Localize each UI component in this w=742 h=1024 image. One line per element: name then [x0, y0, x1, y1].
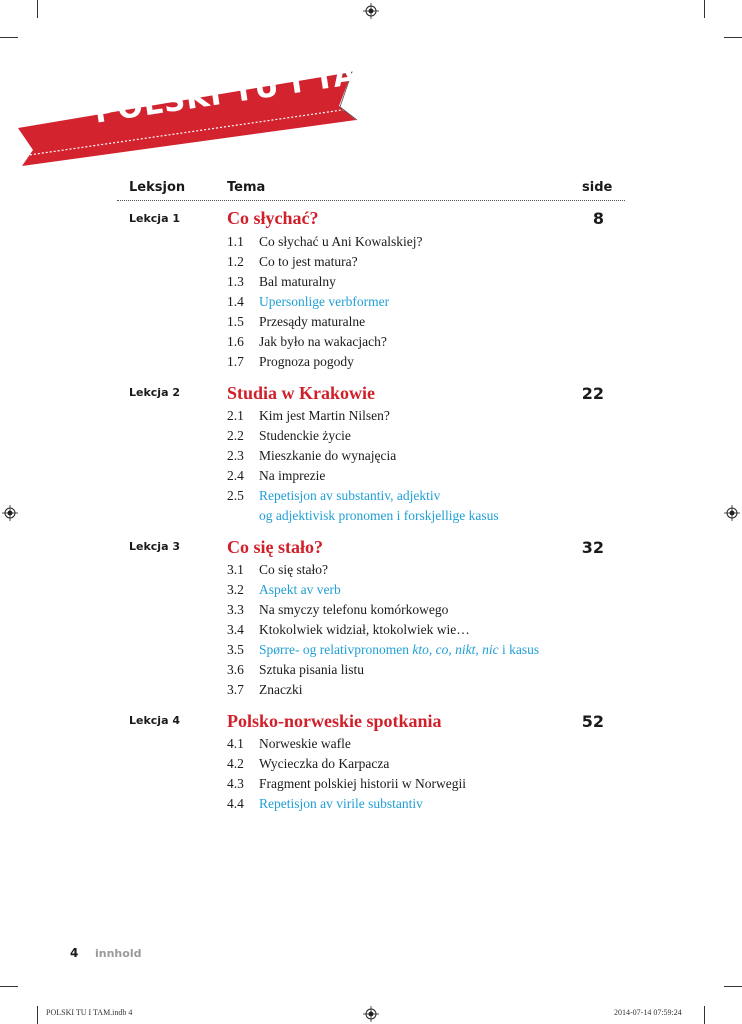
- registration-mark-icon: [2, 505, 18, 521]
- lesson-page-number: 8: [592, 209, 604, 228]
- crop-mark: [704, 1006, 705, 1024]
- item-text: Znaczki: [259, 682, 303, 697]
- registration-mark-icon: [724, 505, 740, 521]
- list-item: [227, 274, 336, 290]
- item-number: 1.2: [227, 254, 244, 269]
- crop-mark: [0, 986, 18, 987]
- item-number: 2.2: [227, 428, 244, 443]
- lesson-label: Lekcja 1: [129, 212, 180, 225]
- list-item: [227, 314, 365, 330]
- item-text-end: i kasus: [498, 642, 540, 657]
- item-text: Co słychać u Ani Kowalskiej?: [259, 234, 423, 249]
- item-number: 2.5: [227, 488, 244, 503]
- item-number: 3.2: [227, 582, 244, 597]
- list-item: [227, 294, 389, 310]
- item-number: 3.6: [227, 662, 244, 677]
- list-item: [227, 234, 422, 250]
- crop-mark: [724, 37, 742, 38]
- item-text: Bal maturalny: [259, 274, 336, 289]
- crop-mark: [704, 0, 705, 18]
- lesson-label: Lekcja 3: [129, 540, 180, 553]
- list-item: [227, 562, 328, 578]
- list-item: [227, 602, 448, 618]
- print-slug-timestamp: 2014-07-14 07:59:24: [614, 1008, 682, 1017]
- item-text: Prognoza pogody: [259, 354, 354, 369]
- item-number: 2.4: [227, 468, 244, 483]
- item-text: Co to jest matura?: [259, 254, 358, 269]
- list-item: [227, 796, 423, 812]
- list-item: [227, 428, 351, 444]
- item-text: Co się stało?: [259, 562, 328, 577]
- item-text: Ktokolwiek widział, ktokolwiek wie…: [259, 622, 470, 637]
- item-number: 4.4: [227, 796, 244, 811]
- list-item: [227, 408, 390, 424]
- lesson-title: Co się stało?: [227, 537, 323, 557]
- item-number: 1.3: [227, 274, 244, 289]
- lesson-label: Lekcja 4: [129, 714, 180, 727]
- list-item: [227, 682, 302, 698]
- lesson-title: Co słychać?: [227, 208, 319, 228]
- item-text-continuation: og adjektivisk pronomen i forskjellige kasus: [259, 508, 499, 523]
- crop-mark: [0, 37, 18, 38]
- item-text: Na imprezie: [259, 468, 326, 483]
- item-text: Mieszkanie do wynajęcia: [259, 448, 397, 463]
- item-text: Aspekt av verb: [259, 582, 341, 597]
- item-text-italic: kto, co, nikt, nic: [412, 642, 499, 657]
- column-header-leksjon: Leksjon: [129, 180, 186, 195]
- column-header-side: side: [582, 180, 613, 195]
- item-number: 1.1: [227, 234, 244, 249]
- list-item: [227, 468, 325, 484]
- list-item: [227, 642, 539, 658]
- item-text: Norweskie wafle: [259, 736, 351, 751]
- item-number: 4.3: [227, 776, 244, 791]
- list-item: [227, 448, 396, 464]
- list-item: [227, 354, 354, 370]
- lesson-page-number: 52: [581, 712, 604, 731]
- item-number: 3.3: [227, 602, 244, 617]
- list-item: [227, 756, 389, 772]
- list-item: [227, 662, 364, 678]
- item-text: Repetisjon av substantiv, adjektiv: [259, 488, 441, 503]
- registration-mark-icon: [363, 1006, 379, 1022]
- list-item: [227, 622, 470, 638]
- item-number: 3.5: [227, 642, 244, 657]
- list-item: [227, 254, 358, 270]
- lesson-page-number: 32: [581, 538, 604, 557]
- list-item: [227, 776, 466, 792]
- item-number: 4.1: [227, 736, 244, 751]
- item-text: Fragment polskiej historii w Norwegii: [259, 776, 466, 791]
- list-item: [227, 334, 387, 350]
- print-slug-file: POLSKI TU I TAM.indb 4: [46, 1008, 133, 1017]
- footer-label: innhold: [95, 947, 142, 960]
- crop-mark: [37, 0, 38, 18]
- item-text: Jak było na wakacjach?: [259, 334, 387, 349]
- item-number: 3.7: [227, 682, 244, 697]
- column-header-tema: Tema: [227, 180, 266, 195]
- lesson-page-number: 22: [581, 384, 604, 403]
- item-text: Sztuka pisania listu: [259, 662, 364, 677]
- header-divider: [117, 200, 625, 201]
- item-number: 2.1: [227, 408, 244, 423]
- item-number: 1.4: [227, 294, 244, 309]
- list-item: [227, 736, 351, 752]
- lesson-label: Lekcja 2: [129, 386, 180, 399]
- banner-title: POLSKI TU I TAM: [92, 52, 391, 131]
- list-item: [227, 582, 341, 598]
- item-text: Wycieczka do Karpacza: [259, 756, 390, 771]
- item-text: Spørre- og relativpronomen: [259, 642, 413, 657]
- list-item: [227, 488, 440, 504]
- item-text: Upersonlige verbformer: [259, 294, 390, 309]
- item-text: Na smyczy telefonu komórkowego: [259, 602, 449, 617]
- lesson-title: Polsko-norweskie spotkania: [227, 711, 442, 731]
- item-number: 4.2: [227, 756, 244, 771]
- item-number: 2.3: [227, 448, 244, 463]
- lesson-title: Studia w Krakowie: [227, 383, 376, 403]
- item-text: Kim jest Martin Nilsen?: [259, 408, 390, 423]
- item-text: Studenckie życie: [259, 428, 351, 443]
- item-number: 1.5: [227, 314, 244, 329]
- item-number: 1.6: [227, 334, 244, 349]
- crop-mark: [724, 986, 742, 987]
- item-number: 3.1: [227, 562, 244, 577]
- crop-mark: [37, 1006, 38, 1024]
- page-number: 4: [70, 946, 79, 960]
- item-text: Repetisjon av virile substantiv: [259, 796, 423, 811]
- registration-mark-icon: [363, 3, 379, 19]
- item-number: 1.7: [227, 354, 244, 369]
- item-number: 3.4: [227, 622, 244, 637]
- item-text: Przesądy maturalne: [259, 314, 366, 329]
